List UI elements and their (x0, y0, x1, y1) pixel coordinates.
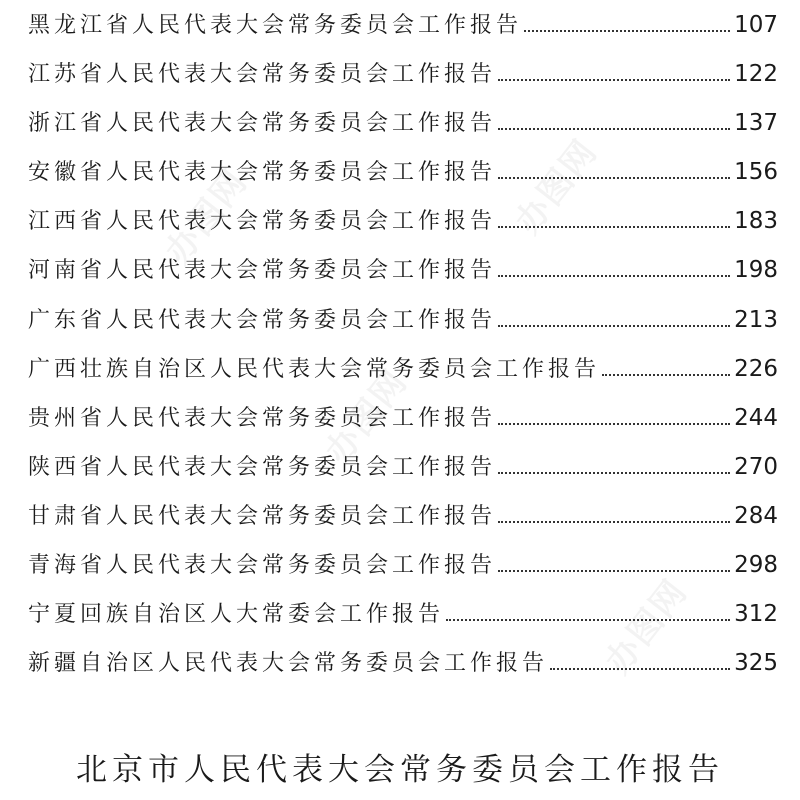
toc-entry[interactable] (28, 63, 778, 112)
toc-entry[interactable] (28, 355, 778, 407)
dot-leader (498, 423, 730, 425)
dot-leader (498, 177, 730, 179)
toc-entry[interactable] (28, 259, 778, 308)
dot-leader (550, 668, 730, 670)
toc-entry-title: 安徽省人民代表大会常务委员会工作报告 (28, 160, 497, 186)
dot-leader (498, 128, 730, 130)
toc-entry[interactable] (28, 404, 778, 456)
dot-leader (446, 619, 730, 621)
toc-entry[interactable] (28, 554, 778, 603)
toc-entry[interactable] (28, 502, 778, 554)
toc-entry[interactable] (28, 161, 778, 210)
dot-leader (498, 521, 730, 523)
toc-entry-page: 122 (734, 61, 778, 88)
dot-leader (602, 374, 730, 376)
watermark: 办图网 (317, 361, 416, 472)
toc-entry-title: 江西省人民代表大会常务委员会工作报告 (28, 209, 497, 235)
watermark: 办图网 (507, 131, 606, 242)
dot-leader (498, 275, 730, 277)
toc-entry-page: 325 (734, 650, 778, 677)
toc-entry-title: 浙江省人民代表大会常务委员会工作报告 (28, 111, 497, 137)
toc-entry-page: 107 (734, 12, 778, 38)
dot-leader (524, 30, 730, 32)
toc-entry-title: 广东省人民代表大会常务委员会工作报告 (28, 307, 497, 333)
dot-leader (498, 79, 730, 81)
dot-leader (498, 325, 730, 327)
toc-entry[interactable] (28, 652, 778, 701)
toc-entry-page: 270 (734, 453, 778, 480)
toc-entry-title: 新疆自治区人民代表大会常务委员会工作报告 (28, 651, 549, 677)
toc-entry[interactable] (28, 14, 778, 63)
table-of-contents (28, 14, 778, 701)
section-heading: 北京市人民代表大会常务委员会工作报告 (76, 752, 724, 788)
toc-entry-title: 陕西省人民代表大会常务委员会工作报告 (28, 454, 497, 480)
toc-entry-title: 贵州省人民代表大会常务委员会工作报告 (28, 405, 497, 431)
toc-entry-title: 甘肃省人民代表大会常务委员会工作报告 (28, 503, 497, 529)
toc-entry-page: 284 (734, 502, 778, 529)
watermark: 办图网 (597, 571, 696, 682)
toc-entry-title: 宁夏回族自治区人大常委会工作报告 (28, 602, 445, 628)
toc-entry-page: 198 (734, 257, 778, 284)
toc-entry-page: 244 (734, 404, 778, 431)
toc-entry-title: 黑龙江省人民代表大会常务委员会工作报告 (28, 13, 523, 38)
toc-entry-page: 183 (734, 208, 778, 235)
toc-entry[interactable] (28, 210, 778, 259)
toc-entry-title: 河南省人民代表大会常务委员会工作报告 (28, 258, 497, 284)
dot-leader (498, 472, 730, 474)
watermark: 办图网 (157, 161, 256, 272)
toc-entry-page: 298 (734, 552, 778, 579)
dot-leader (498, 570, 730, 572)
dot-leader (498, 226, 730, 228)
toc-entry[interactable] (28, 306, 778, 358)
toc-entry[interactable] (28, 603, 778, 652)
toc-entry[interactable] (28, 112, 778, 161)
toc-entry-title: 青海省人民代表大会常务委员会工作报告 (28, 553, 497, 579)
toc-entry[interactable] (28, 453, 778, 505)
toc-entry-page: 226 (734, 355, 778, 382)
toc-entry-page: 137 (734, 110, 778, 137)
toc-entry-page: 312 (734, 601, 778, 628)
toc-entry-title: 江苏省人民代表大会常务委员会工作报告 (28, 62, 497, 88)
toc-entry-page: 213 (734, 306, 778, 333)
toc-entry-page: 156 (734, 159, 778, 186)
toc-entry-title: 广西壮族自治区人民代表大会常务委员会工作报告 (28, 356, 601, 382)
